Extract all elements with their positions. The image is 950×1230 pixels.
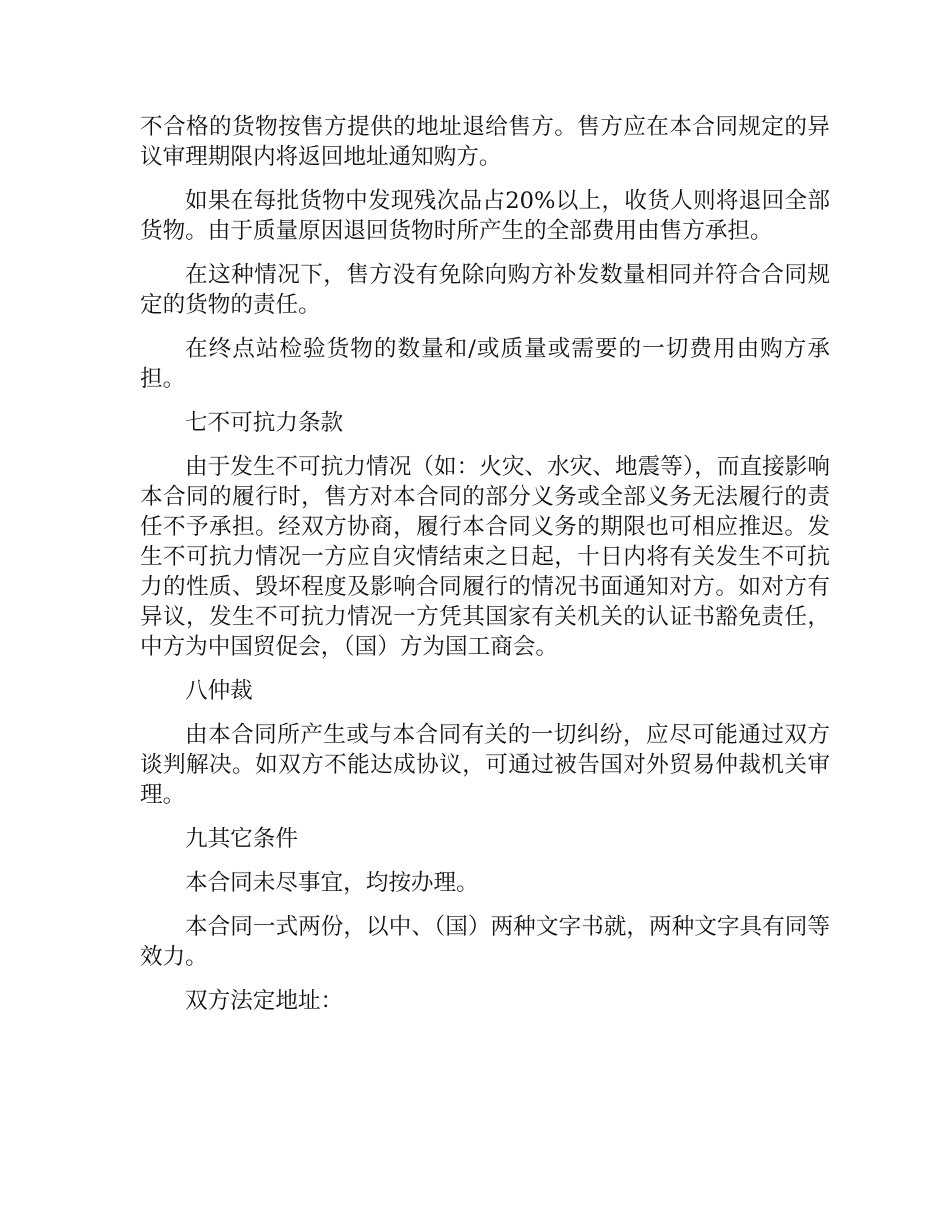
paragraph-replacement-duty: 在这种情况下，售方没有免除向购方补发数量相同并符合合同规定的货物的责任。 [140, 262, 830, 318]
paragraph-defect-return: 如果在每批货物中发现残次品占20%以上，收货人则将退回全部货物。由于质量原因退回货物时所产生的全部费用由售方承担。 [140, 188, 830, 244]
paragraph-copies-languages: 本合同一式两份，以中、（国）两种文字书就，两种文字具有同等效力。 [140, 914, 830, 970]
paragraph-unresolved-matters: 本合同未尽事宜，均按办理。 [185, 870, 479, 896]
section-heading-arbitration: 八仲裁 [185, 678, 253, 704]
paragraph-inspection-cost: 在终点站检验货物的数量和/或质量或需要的一切费用由购方承担。 [140, 336, 830, 392]
paragraph-arbitration: 由本合同所产生或与本合同有关的一切纠纷，应尽可能通过双方谈判解决。如双方不能达成协议，可通过被告国对外贸易仲裁机关审理。 [140, 722, 830, 808]
section-heading-other-terms: 九其它条件 [185, 826, 298, 852]
paragraph-return-address: 不合格的货物按售方提供的地址退给售方。售方应在本合同规定的异议审理期限内将返回地址通知购方。 [140, 114, 830, 170]
section-heading-force-majeure: 七不可抗力条款 [185, 410, 344, 436]
document-page [140, 112, 830, 1030]
paragraph-force-majeure: 由于发生不可抗力情况（如：火灾、水灾、地震等），而直接影响本合同的履行时，售方对本合同的部分义务或全部义务无法履行的责任不予承担。经双方协商，履行本合同义务的期限也可相应推迟。发生不可抗力情况一方应自灾情结束之日起，十日内将有关发生不可抗力的性质、毁坏程度及影响合同履行的情况书面通知对方。如对方有异议，发生不可抗力情况一方凭其国家有关机关的认证书豁免责任，中方为中国贸促会，（国）方为国工商会。 [140, 454, 830, 660]
paragraph-legal-address-label: 双方法定地址： [185, 988, 344, 1014]
